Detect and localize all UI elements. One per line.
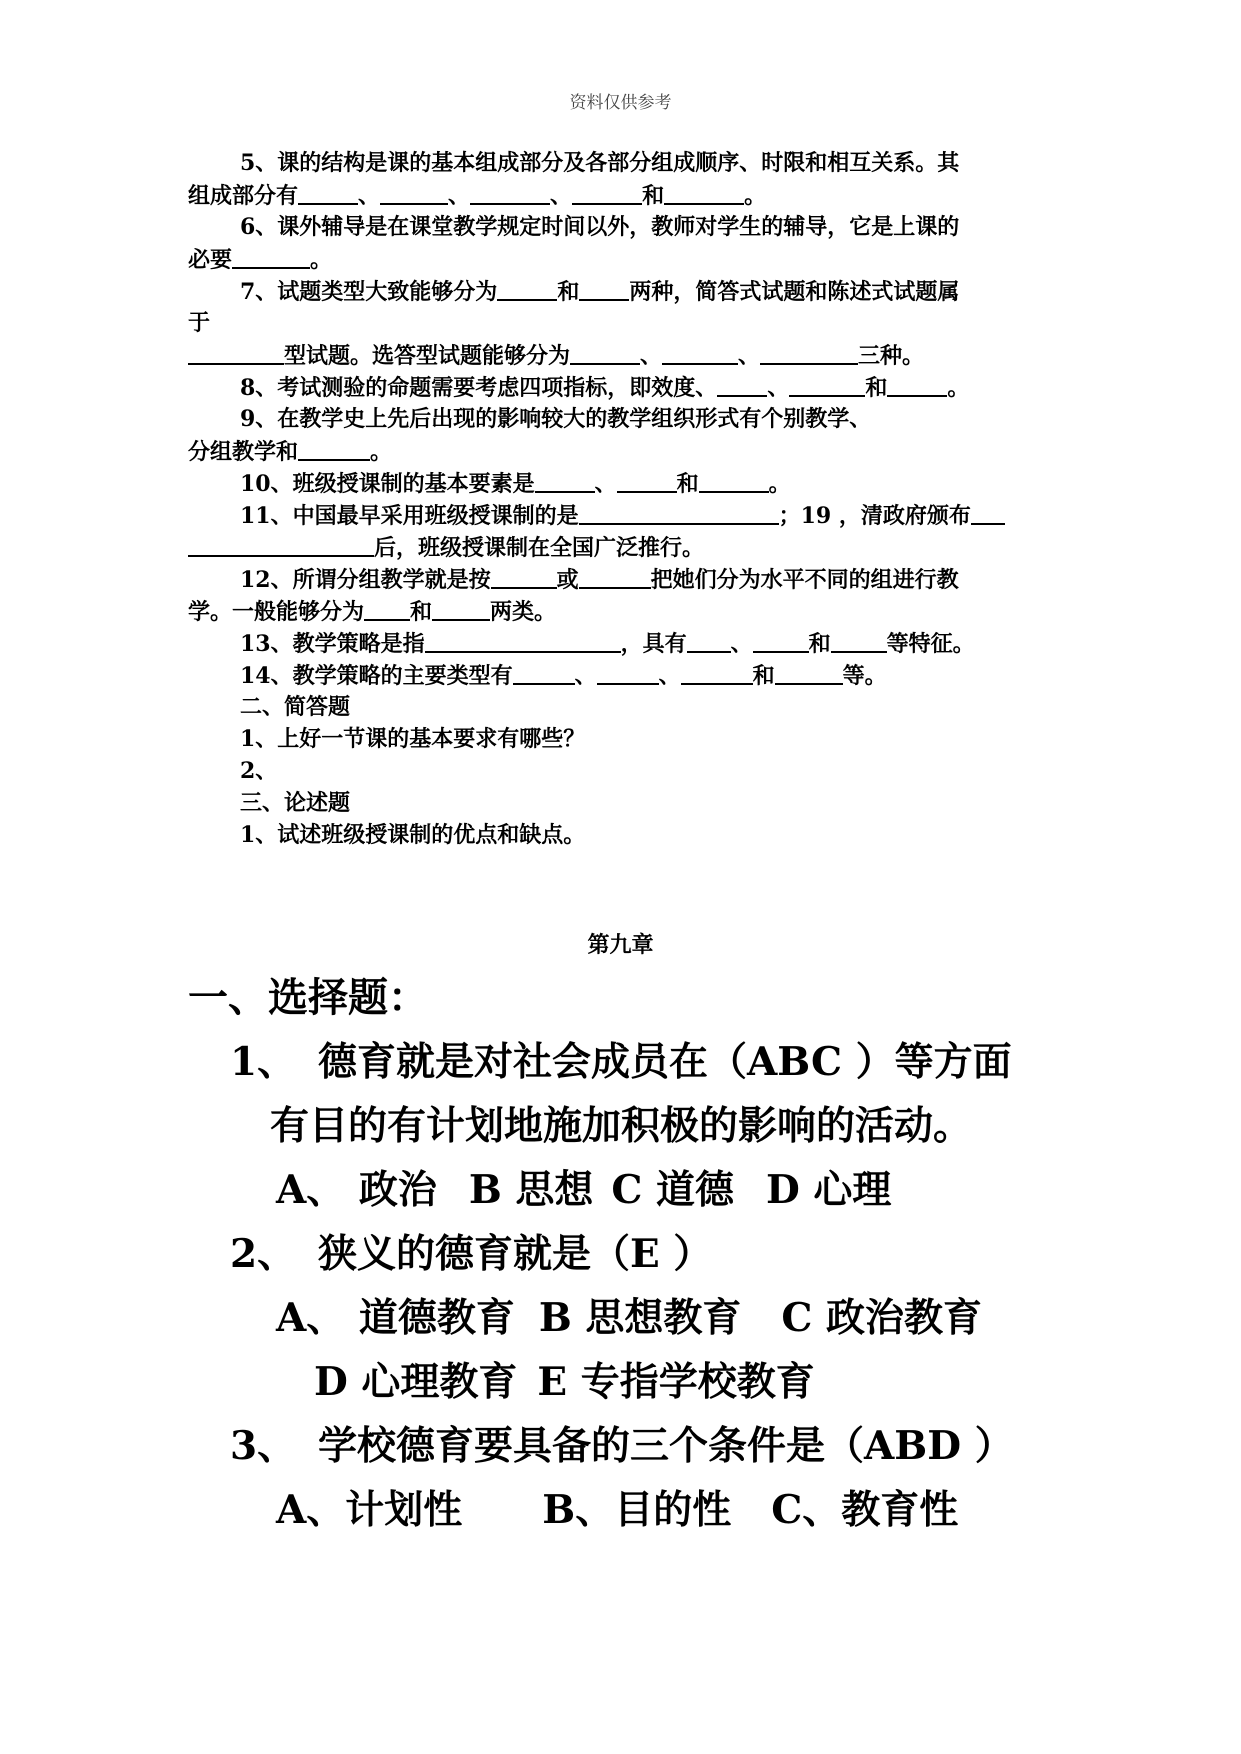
short-answer-item: 2、 bbox=[240, 758, 278, 784]
fill-in-section bbox=[188, 147, 1068, 851]
option[interactable]: E 专指学校教育 bbox=[537, 1359, 815, 1405]
answer-blank[interactable] bbox=[617, 467, 677, 493]
choice-section bbox=[188, 966, 1088, 1542]
answer-blank[interactable] bbox=[717, 371, 767, 397]
choice-options-2b bbox=[188, 1350, 1088, 1414]
choice-options-3 bbox=[188, 1478, 1088, 1542]
answer-blank[interactable] bbox=[662, 339, 738, 365]
answer-blank[interactable] bbox=[971, 499, 1005, 525]
choice-question-1: 1、 德育就是对社会成员在（ABC ）等方面 bbox=[230, 1039, 1012, 1085]
question-13: 13、教学策略是指 ，具有 、 和 等特征。 bbox=[188, 627, 1068, 659]
section-2-title: 二、简答题 bbox=[240, 694, 351, 720]
option[interactable]: A、 政治 bbox=[276, 1167, 437, 1213]
essay-item: 1、试述班级授课制的优点和缺点。 bbox=[240, 822, 586, 848]
answer-blank[interactable] bbox=[298, 179, 358, 205]
question-6-line-2: 必要 。 bbox=[188, 243, 1068, 275]
question-14: 14、教学策略的主要类型有 、 、 和 等。 bbox=[188, 659, 1068, 691]
question-7-line-3: 型试题。选答型试题能够分为 、 、 三种。 bbox=[188, 339, 1068, 371]
question-11-line-1: 11、中国最早采用班级授课制的是 ；19 ，清政府颁布 bbox=[188, 499, 1068, 531]
option[interactable]: D 心理教育 bbox=[314, 1359, 518, 1405]
answer-blank[interactable] bbox=[579, 499, 779, 525]
answer-blank[interactable] bbox=[699, 467, 769, 493]
answer-blank[interactable] bbox=[887, 371, 947, 397]
answer-blank[interactable] bbox=[432, 595, 490, 621]
option[interactable]: C 道德 bbox=[611, 1167, 735, 1213]
answer-blank[interactable] bbox=[760, 339, 858, 365]
answer-blank[interactable] bbox=[597, 659, 659, 685]
answer-blank[interactable] bbox=[513, 659, 575, 685]
option[interactable]: B、目的性 bbox=[542, 1487, 732, 1533]
answer-blank[interactable] bbox=[470, 179, 550, 205]
answer-blank[interactable] bbox=[775, 659, 843, 685]
chapter-title: 第九章 bbox=[587, 932, 654, 958]
answer-blank[interactable] bbox=[687, 627, 731, 653]
choice-question-1-cont: 有目的有计划地施加积极的影响的活动。 bbox=[270, 1103, 973, 1149]
answer-blank[interactable] bbox=[425, 627, 621, 653]
answer-blank[interactable] bbox=[570, 339, 640, 365]
answer-blank[interactable] bbox=[831, 627, 887, 653]
choice-question-3: 3、 学校德育要具备的三个条件是（ABD ） bbox=[230, 1423, 1014, 1469]
short-answer-item: 1、上好一节课的基本要求有哪些？ bbox=[240, 726, 586, 752]
question-6-line-1: 6、课外辅导是在课堂教学规定时间以外，教师对学生的辅导，它是上课的 bbox=[240, 214, 960, 240]
answer-blank[interactable] bbox=[188, 531, 374, 557]
choice-question-2: 2、 狭义的德育就是（E ） bbox=[230, 1231, 713, 1277]
choice-options-1 bbox=[188, 1158, 1088, 1222]
question-9-line-1: 9、在教学史上先后出现的影响较大的教学组织形式有个别教学、 bbox=[240, 406, 872, 432]
option[interactable]: A、计划性 bbox=[276, 1487, 463, 1533]
question-7-line-1: 7、试题类型大致能够分为 和 两种，简答式试题和陈述式试题属 bbox=[188, 275, 1068, 307]
answer-blank[interactable] bbox=[535, 467, 595, 493]
answer-blank[interactable] bbox=[572, 179, 642, 205]
question-11-line-2: 后，班级授课制在全国广泛推行。 bbox=[188, 531, 1068, 563]
question-9-line-2: 分组教学和 。 bbox=[188, 435, 1068, 467]
answer-blank[interactable] bbox=[232, 243, 310, 269]
option[interactable]: C 政治教育 bbox=[781, 1295, 983, 1341]
answer-blank[interactable] bbox=[380, 179, 448, 205]
choice-options-2a bbox=[188, 1286, 1088, 1350]
answer-blank[interactable] bbox=[491, 563, 557, 589]
answer-blank[interactable] bbox=[579, 563, 651, 589]
option[interactable]: B 思想教育 bbox=[538, 1295, 742, 1341]
question-8: 8、考试测验的命题需要考虑四项指标，即效度、 、 和 。 bbox=[188, 371, 1068, 403]
option[interactable]: D 心理 bbox=[766, 1167, 892, 1213]
option[interactable]: C、教育性 bbox=[771, 1487, 959, 1533]
answer-blank[interactable] bbox=[298, 435, 370, 461]
header-note: 资料仅供参考 bbox=[569, 93, 672, 113]
question-10: 10、班级授课制的基本要素是 、 和 。 bbox=[188, 467, 1068, 499]
answer-blank[interactable] bbox=[664, 179, 744, 205]
answer-blank[interactable] bbox=[789, 371, 865, 397]
question-5-line-1: 5、课的结构是课的基本组成部分及各部分组成顺序、时限和相互关系。其 bbox=[240, 150, 960, 176]
question-5-line-2: 组成部分有 、 、 、 和 。 bbox=[188, 179, 1068, 211]
answer-blank[interactable] bbox=[681, 659, 753, 685]
answer-blank[interactable] bbox=[364, 595, 410, 621]
answer-blank[interactable] bbox=[579, 275, 629, 301]
answer-blank[interactable] bbox=[753, 627, 809, 653]
question-12-line-2: 学。一般能够分为 和 两类。 bbox=[188, 595, 1068, 627]
question-12-line-1: 12、所谓分组教学就是按 或 把她们分为水平不同的组进行教 bbox=[188, 563, 1068, 595]
question-7-line-2: 于 bbox=[188, 310, 211, 336]
option[interactable]: A、 道德教育 bbox=[276, 1295, 515, 1341]
choice-section-title: 一、选择题： bbox=[188, 974, 428, 1021]
section-3-title: 三、论述题 bbox=[240, 790, 351, 816]
answer-blank[interactable] bbox=[188, 339, 284, 365]
option[interactable]: B 思想 bbox=[468, 1167, 594, 1213]
answer-blank[interactable] bbox=[497, 275, 557, 301]
